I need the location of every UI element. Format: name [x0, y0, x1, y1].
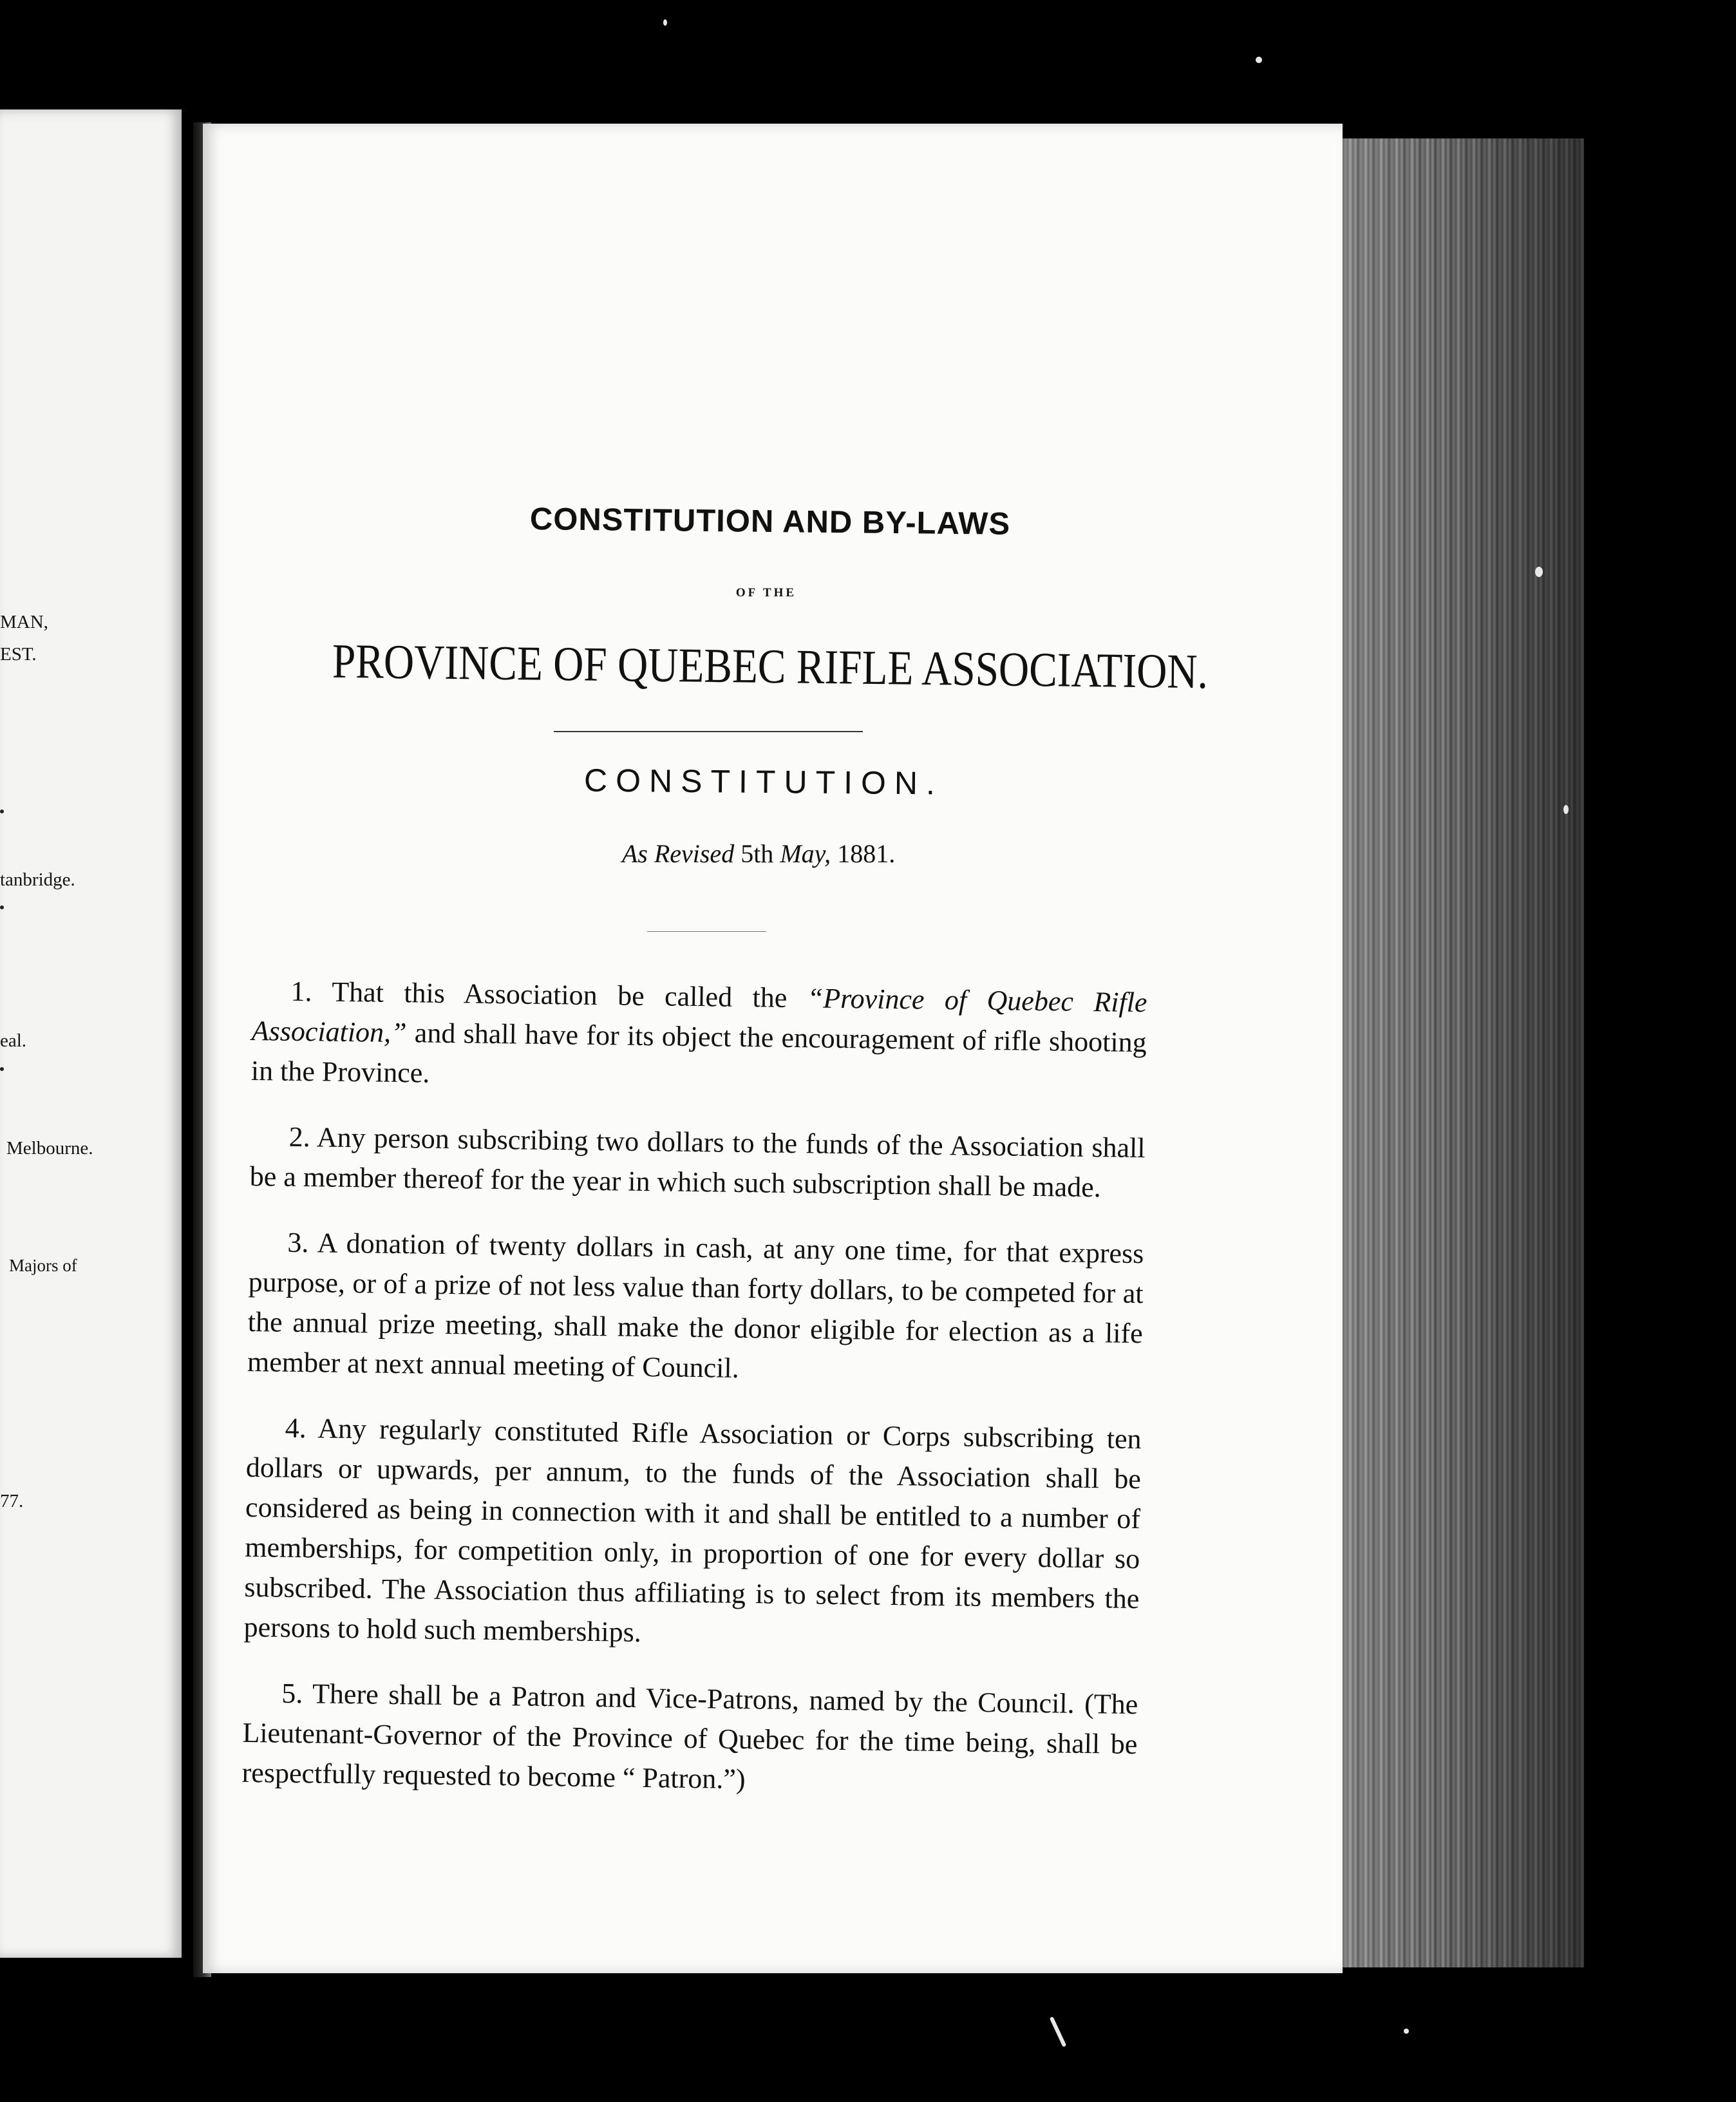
scan-speck — [663, 19, 667, 26]
article-3: 3. A donation of twenty dollars in cash, at any one time, for that express purpose, or of a prize of not less value than forty dollars, to be competed for at the annual prize meeting, shall make the donor eligible for election as a life member at next annual meeting of Council. — [247, 1226, 1144, 1384]
document-page — [203, 124, 1343, 1973]
article-1-lead: 1. That this Association be called the — [290, 975, 788, 1014]
document-title: CONSTITUTION AND BY-LAWS — [529, 502, 1011, 542]
article-1-rest: and shall have for its object the encouragement of rifle shooting in the Province. — [250, 1017, 1147, 1089]
article-2: 2. Any person subscribing two dollars to the funds of the Association shall be a member thereof for the year in which such subscription shall be made. — [249, 1121, 1146, 1204]
article-4: 4. Any regularly constituted Rifle Association or Corps subscribing ten dollars or upwards, per annum, to the funds of the Association shall be considered as being in connection with it and shall be entitled to a number of memberships, for competition only, in proportion of one for every dollar so subscribed. The Association thus affiliating is to select from its members the persons to hold such memberships. — [243, 1412, 1142, 1648]
article-1 — [251, 971, 1147, 1103]
page-edges-shading — [1333, 138, 1584, 1967]
scan-speck — [1404, 2029, 1409, 2034]
revision-note — [189, 838, 1328, 869]
title-connector: OF THE — [735, 586, 797, 600]
left-page-fragment: Majors of — [9, 1256, 77, 1275]
left-page-fragment: tanbridge. — [0, 869, 75, 890]
left-facing-page — [0, 109, 182, 1958]
left-page-dot — [0, 1067, 4, 1071]
constitution-articles — [241, 971, 1147, 1830]
revision-prefix: As Revised — [621, 839, 735, 868]
left-page-dot — [0, 810, 4, 813]
scan-speck — [1563, 805, 1569, 814]
revision-month: May, — [780, 839, 831, 868]
revision-year: 1881. — [837, 839, 896, 868]
short-divider — [647, 931, 766, 932]
scan-speck — [1050, 2016, 1067, 2047]
left-page-fragment: Melbourne. — [6, 1138, 93, 1159]
title-divider — [554, 731, 863, 732]
association-name-heading: PROVINCE OF QUEBEC RIFLE ASSOCIATION. — [332, 634, 1209, 699]
left-page-fragment: eal. — [0, 1030, 27, 1051]
left-page-dot — [0, 905, 4, 909]
left-page-fragment: EST. — [0, 644, 37, 665]
left-page-fragment: MAN, — [0, 612, 48, 632]
revision-day: 5th — [741, 839, 774, 868]
section-heading: CONSTITUTION. — [583, 762, 944, 802]
left-page-fragment: 77. — [0, 1491, 24, 1511]
scan-speck — [1535, 567, 1543, 577]
association-quoted-name: “Province of Quebec Rifle Association,” — [251, 982, 1147, 1049]
article-5: 5. There shall be a Patron and Vice-Patrons, named by the Council. (The Lieutenant-Governor of the Province of Quebec for the time being, shall be respectfully requested to become “ Patron.”) — [241, 1677, 1138, 1795]
scan-speck — [1256, 57, 1262, 63]
